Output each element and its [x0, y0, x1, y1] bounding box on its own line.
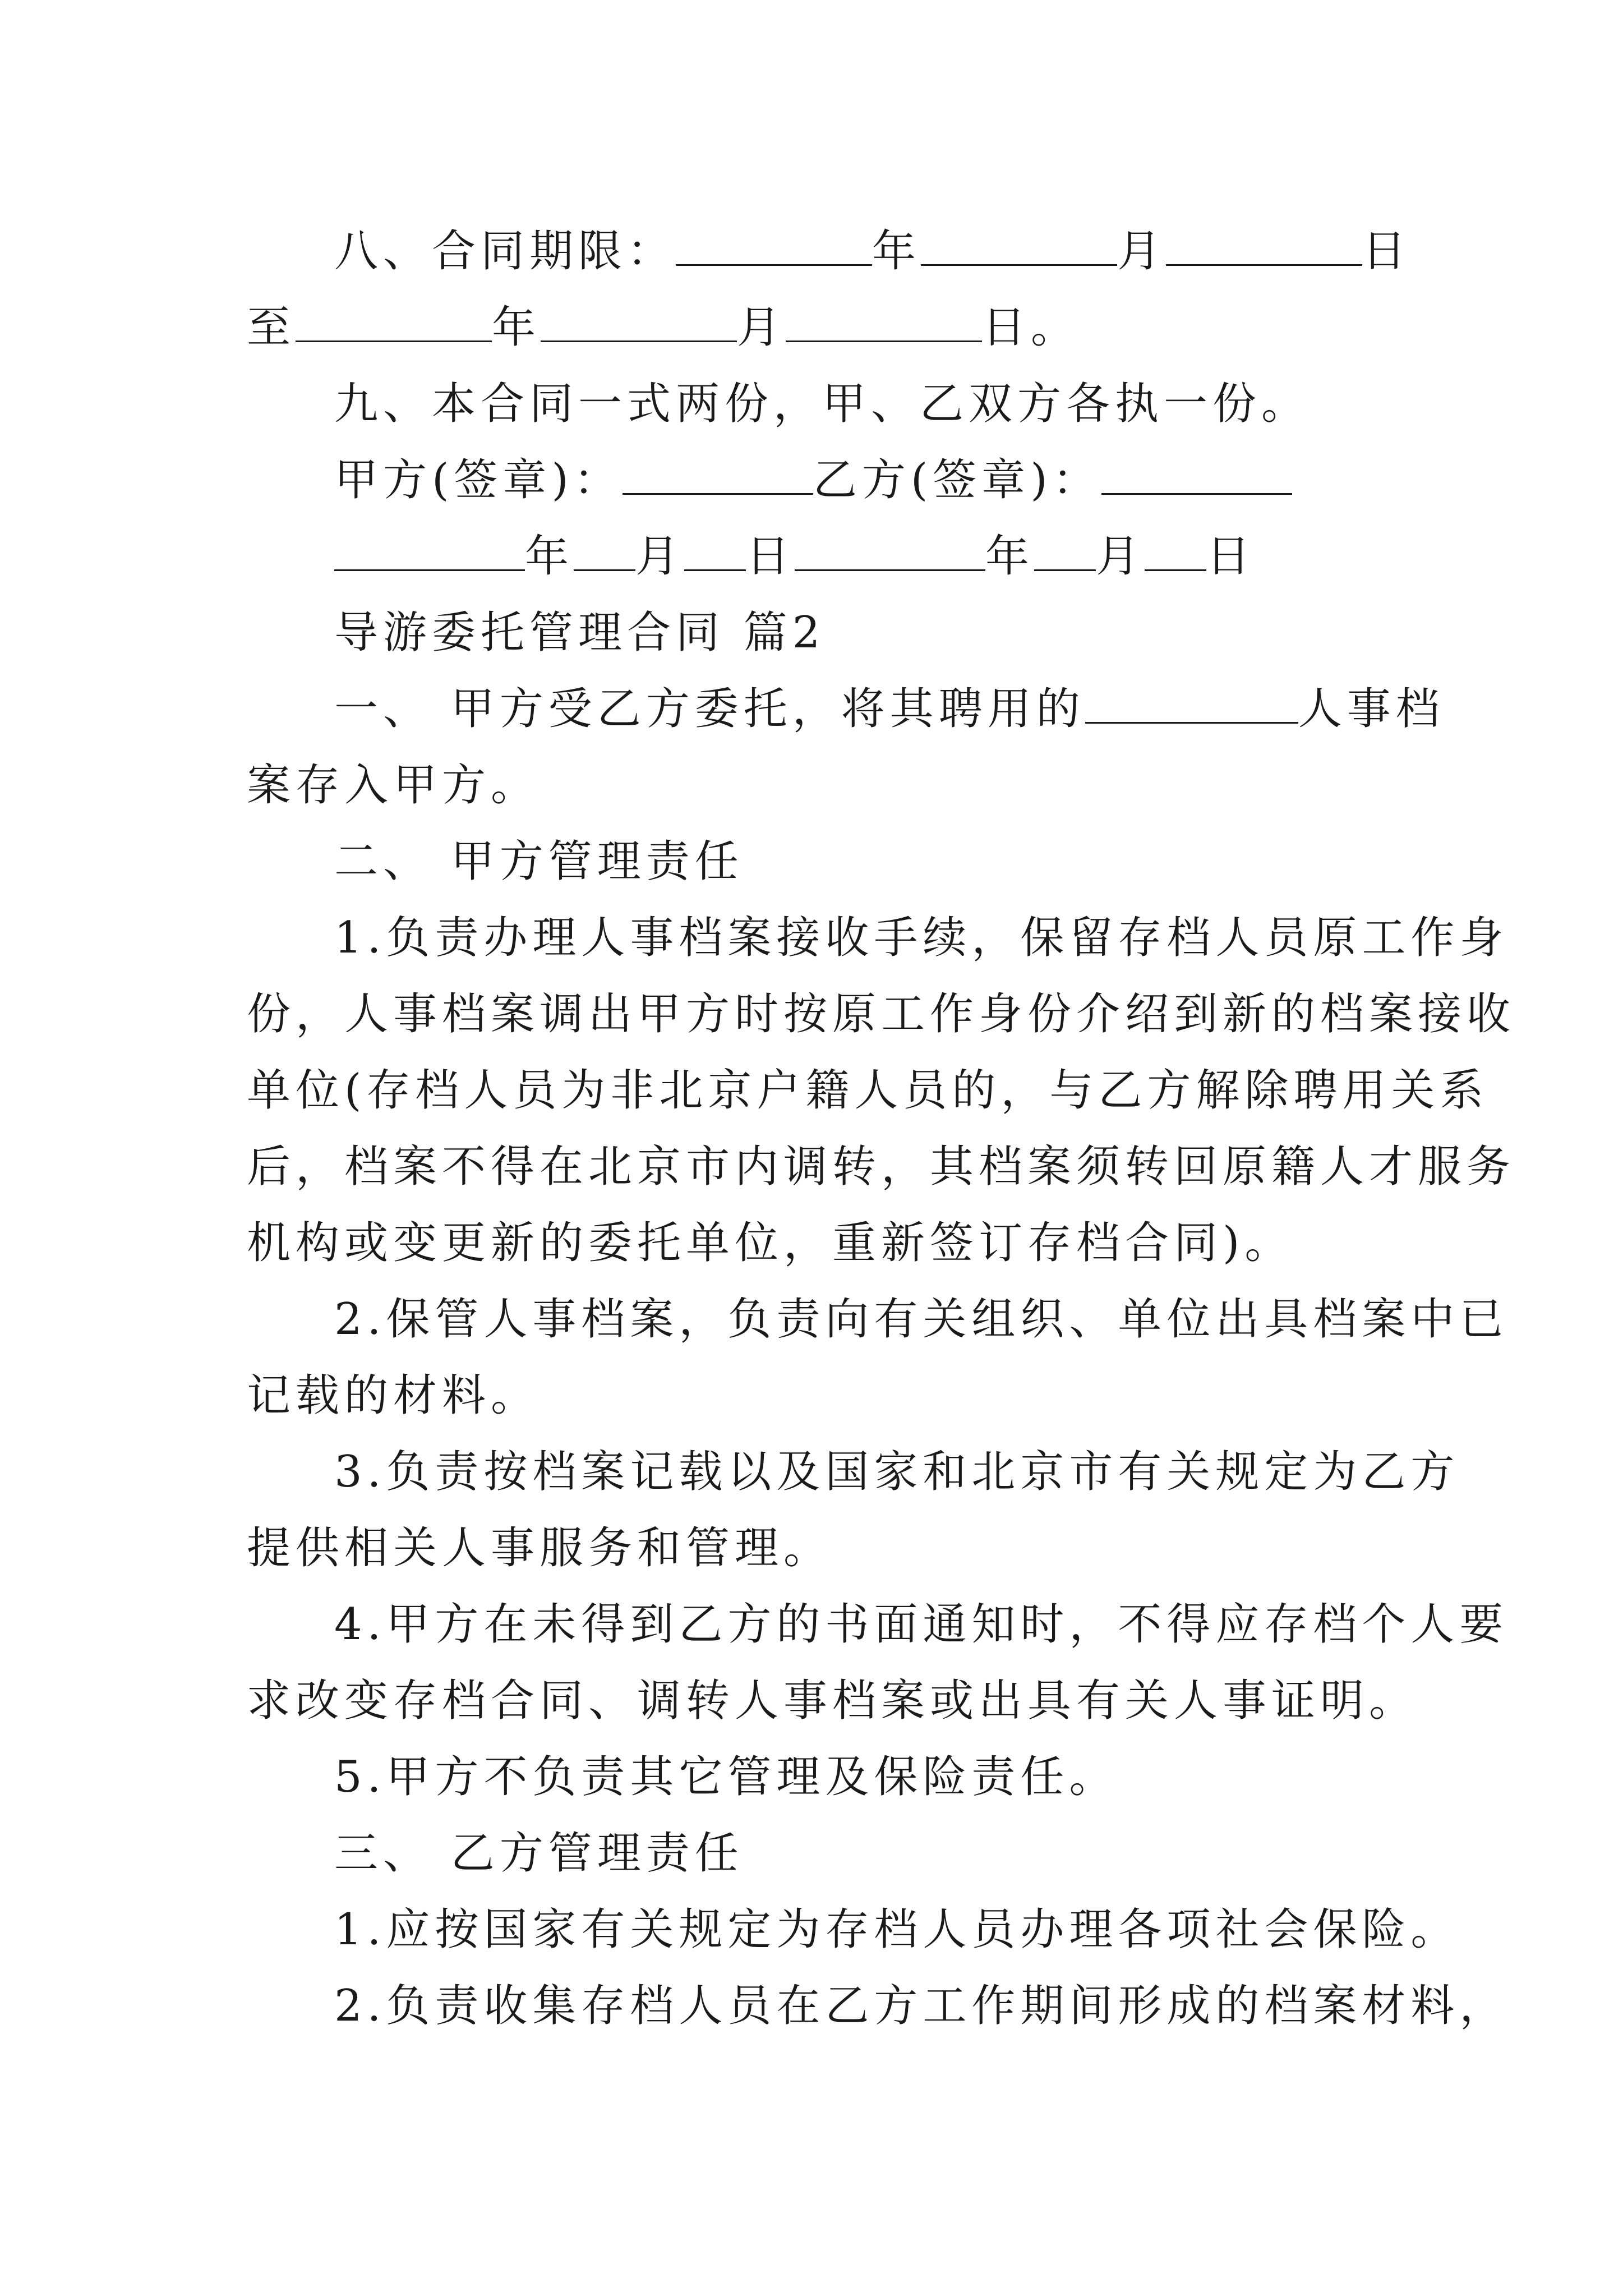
document-page [247, 213, 1516, 2044]
employee-name-blank [1085, 687, 1298, 724]
paragraph-line: 单位(存档人员为非北京户籍人员的，与乙方解除聘用关系 [247, 1065, 1489, 1116]
party-b-year-blank [795, 535, 985, 571]
year-label: 年 [872, 226, 921, 277]
paragraph-line: 2.负责收集存档人员在乙方工作期间形成的档案材料， [334, 1981, 1509, 2031]
clause-2-heading: 二、 甲方管理责任 [334, 836, 744, 887]
year-label: 年 [525, 531, 574, 582]
party-a-year-blank [334, 535, 525, 571]
paragraph-line: 后，档案不得在北京市内调转，其档案须转回原籍人才服务 [247, 1142, 1516, 1192]
party-b-seal-label: 乙方(签章)： [813, 455, 1101, 505]
start-month-blank [921, 229, 1117, 266]
paragraph-line: 机构或变更新的委托单位，重新签订存档合同)。 [247, 1218, 1294, 1268]
clause-1-line-2: 案存入甲方。 [247, 760, 540, 811]
paragraph-line: 3.负责按档案记载以及国家和北京市有关规定为乙方 [334, 1447, 1460, 1497]
clause-8-label: 八、合同期限： [334, 226, 676, 277]
day-label: 日 [1206, 531, 1256, 582]
clause-9: 九、本合同一式两份，甲、乙双方各执一份。 [334, 379, 1311, 429]
party-b-month-blank [1034, 535, 1096, 571]
paragraph-line: 提供相关人事服务和管理。 [247, 1523, 833, 1573]
day-label: 日。 [982, 302, 1080, 353]
party-b-day-blank [1145, 535, 1206, 571]
paragraph-line: 求改变存档合同、调转人事档案或出具有关人事证明。 [247, 1676, 1418, 1726]
end-year-blank [296, 306, 492, 342]
paragraph-line: 1.应按国家有关规定为存档人员办理各项社会保险。 [334, 1904, 1460, 1955]
section-heading: 导游委托管理合同 篇2 [334, 608, 826, 658]
month-label: 月 [1117, 226, 1166, 277]
paragraph-line: 份，人事档案调出甲方时按原工作身份介绍到新的档案接收 [247, 989, 1516, 1039]
start-year-blank [676, 229, 872, 266]
clause-1-line-1 [247, 671, 1445, 747]
signature-date-line [247, 518, 1391, 595]
end-month-blank [541, 306, 737, 342]
clause-1-text: 一、 甲方受乙方委托，将其聘用的 [334, 684, 1085, 734]
paragraph-line: 4.甲方在未得到乙方的书面通知时，不得应存档个人要 [334, 1599, 1509, 1650]
end-day-blank [786, 306, 982, 342]
party-b-seal-blank [1101, 458, 1292, 495]
month-label: 月 [635, 531, 685, 582]
paragraph-line: 2.保管人事档案，负责向有关组织、单位出具档案中已 [334, 1294, 1509, 1345]
signature-line [247, 442, 1391, 518]
clause-8-term-line-2 [247, 289, 1391, 366]
to-label: 至 [247, 302, 296, 353]
clause-8-term-line-1 [247, 213, 1412, 289]
clause-1-text-end: 人事档 [1298, 684, 1445, 734]
day-label: 日 [746, 531, 795, 582]
paragraph-line: 记载的材料。 [247, 1370, 540, 1421]
month-label: 月 [1096, 531, 1145, 582]
month-label: 月 [737, 302, 786, 353]
clause-3-heading: 三、 乙方管理责任 [334, 1828, 744, 1879]
party-a-seal-label: 甲方(签章)： [334, 455, 623, 505]
year-label: 年 [492, 302, 541, 353]
paragraph-line: 5.甲方不负责其它管理及保险责任。 [334, 1752, 1118, 1802]
paragraph-line: 1.负责办理人事档案接收手续，保留存档人员原工作身 [334, 913, 1509, 963]
day-label: 日 [1362, 226, 1412, 277]
party-a-day-blank [684, 535, 746, 571]
year-label: 年 [985, 531, 1035, 582]
party-a-seal-blank [623, 458, 813, 495]
party-a-month-blank [574, 535, 635, 571]
start-day-blank [1166, 229, 1362, 266]
